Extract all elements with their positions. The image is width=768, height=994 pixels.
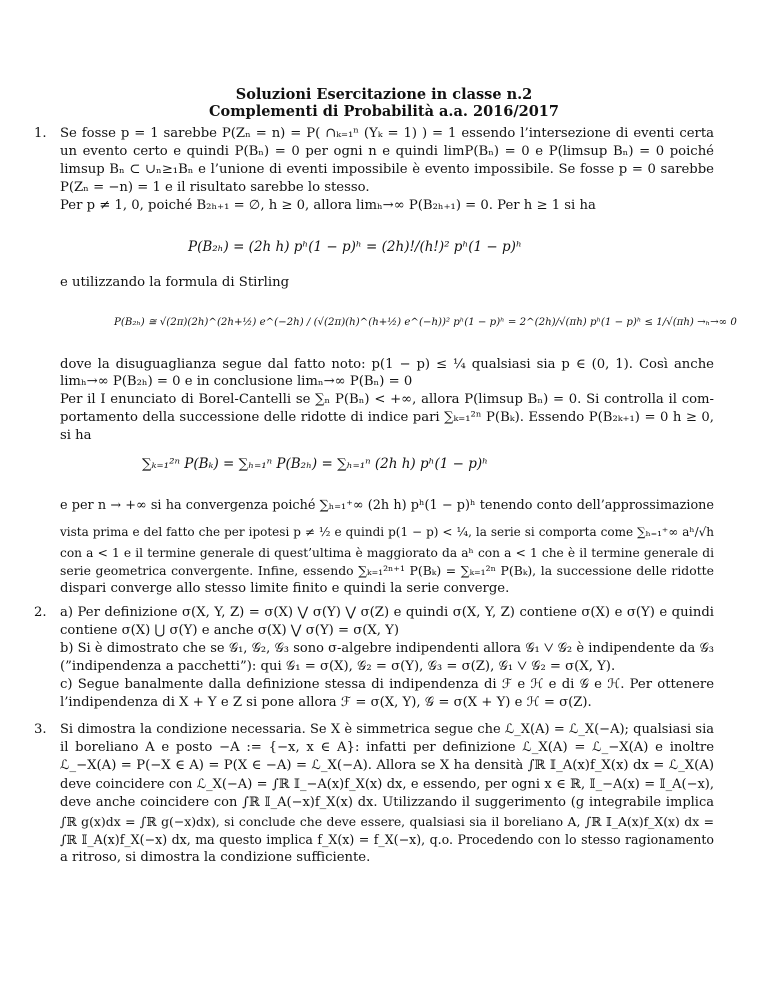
s2-line-4: (”indipendenza a pacchetti”): qui 𝒢₁ = σ(X), 𝒢₂ = σ(Y), 𝒢₃ = σ(Z), 𝒢₁ ⋁ 𝒢₂ = σ(X, Y).	[60, 659, 616, 674]
s1-line-6: dove la disuguaglianza segue dal fatto noto: p(1 − p) ≤ ¼ qualsiasi sia p ∈ (0, 1). Così anche	[60, 357, 714, 372]
title-line-1: Soluzioni Esercitazione in classe n.2	[235, 86, 533, 103]
s1-line-8: Per il I enunciato di Borel-Cantelli se ∑ₙ P(Bₙ) < +∞, allora P(limsup Bₙ) = 0. Si controlla il com-	[60, 392, 714, 407]
s3-line-7: ∫ℝ 𝕀_A(x)f_X(−x) dx, ma questo implica f_X(x) = f_X(−x), q.o. Procedendo con lo stesso ragionamento	[60, 832, 714, 847]
equation-stirling: P(B₂ₕ) ≅ √(2π)(2h)^(2h+½) e^(−2h) / (√(2π)(h)^(h+½) e^(−h))² pʰ(1 − p)ʰ = 2^(2h)/√(πh) pʰ(1 − p)ʰ ≤ 1/√(πh) →ₕ→∞ 0	[114, 317, 737, 328]
section-2-number: 2.	[34, 605, 47, 620]
s3-line-8: a ritroso, si dimostra la condizione sufficiente.	[60, 850, 371, 865]
s1-line-10: si ha	[60, 428, 92, 443]
s2-line-6: l’indipendenza di X + Y e Z si pone allora ℱ = σ(X, Y), 𝒢 = σ(X + Y) e ℋ = σ(Z).	[60, 695, 592, 710]
s3-line-2: il boreliano A e posto −A := {−x, x ∈ A}: infatti per definizione ℒ_X(A) = ℒ_−X(A) e inoltre	[60, 740, 714, 755]
s1-line-14: serie geometrica convergente. Infine, essendo ∑ₖ₌₁²ⁿ⁺¹ P(Bₖ) = ∑ₖ₌₁²ⁿ P(Bₖ), la successione delle ridotte	[60, 563, 714, 578]
s2-line-5: c) Segue banalmente dalla definizione stessa di indipendenza di ℱ e ℋ e di 𝒢 e ℋ. Per ottenere	[60, 677, 714, 692]
s1-line-9: portamento della successione delle ridotte di indice pari ∑ₖ₌₁²ⁿ P(Bₖ). Essendo P(B₂ₖ₊₁) = 0 h ≥ 0,	[60, 410, 714, 425]
s1-line-5: Per p ≠ 1, 0, poiché B₂ₕ₊₁ = ∅, h ≥ 0, allora limₕ→∞ P(B₂ₕ₊₁) = 0. Per h ≥ 1 si ha	[60, 198, 596, 213]
s1-line-4: P(Zₙ = −n) = 1 e il risultato sarebbe lo stesso.	[60, 180, 370, 195]
s2-line-3: b) Si è dimostrato che se 𝒢₁, 𝒢₂, 𝒢₃ sono σ-algebre indipendenti allora 𝒢₁ ⋁ 𝒢₂ è indipendente da 𝒢₃	[60, 641, 714, 656]
equation-partial-sums: ∑ₖ₌₁²ⁿ P(Bₖ) = ∑ₕ₌₁ⁿ P(B₂ₕ) = ∑ₕ₌₁ⁿ (2h h) pʰ(1 − p)ʰ	[142, 456, 488, 472]
s3-line-3: ℒ_−X(A) = P(−X ∈ A) = P(X ∈ −A) = ℒ_X(−A). Allora se X ha densità ∫ℝ 𝕀_A(x)f_X(x) dx = ℒ_X(A)	[60, 758, 714, 773]
s1-line-1: Se fosse p = 1 sarebbe P(Zₙ = n) = P( ∩ₖ₌₁ⁿ (Yₖ = 1) ) = 1 essendo l’intersezione di eventi certa	[60, 126, 714, 141]
s2-line-1: a) Per definizione σ(X, Y, Z) = σ(X) ⋁ σ(Y) ⋁ σ(Z) e quindi σ(X, Y, Z) contiene σ(X) e σ(Y) e quindi	[60, 605, 714, 620]
section-3-number: 3.	[34, 722, 47, 737]
s3-line-4: deve coincidere con ℒ_X(−A) = ∫ℝ 𝕀_−A(x)f_X(x) dx, e essendo, per ogni x ∈ ℝ, 𝕀_−A(x) = 𝕀_A(−x),	[60, 777, 714, 792]
s1-line-7: limₕ→∞ P(B₂ₕ) = 0 e in conclusione limₙ→∞ P(Bₙ) = 0	[60, 374, 413, 389]
equation-binomial: P(B₂ₕ) = (2h h) pʰ(1 − p)ʰ = (2h)!/(h!)² pʰ(1 − p)ʰ	[188, 239, 522, 255]
s3-line-5: deve anche coincidere con ∫ℝ 𝕀_A(−x)f_X(x) dx. Utilizzando il suggerimento (g integrabile implica	[60, 795, 714, 810]
s1-after-eq1: e utilizzando la formula di Stirling	[60, 275, 290, 290]
s3-line-6: ∫ℝ g(x)dx = ∫ℝ g(−x)dx), si conclude che deve essere, qualsiasi sia il boreliano A, ∫ℝ 𝕀_A(x)f_X(x) dx =	[60, 814, 714, 829]
s2-line-2: contiene σ(X) ⋃ σ(Y) e anche σ(X) ⋁ σ(Y) = σ(X, Y)	[60, 623, 400, 638]
s1-line-3: limsup Bₙ ⊂ ∪ₙ≥₁Bₙ e l’unione di eventi impossibile è evento impossibile. Se fosse p = 0 sarebbe	[60, 162, 714, 177]
s3-line-1: Si dimostra la condizione necessaria. Se X è simmetrica segue che ℒ_X(A) = ℒ_X(−A); qualsiasi sia	[60, 722, 714, 737]
s1-line-12: vista prima e del fatto che per ipotesi p ≠ ½ e quindi p(1 − p) < ¼, la serie si comporta come ∑ₕ₌₁⁺∞ aʰ/√h	[60, 525, 714, 539]
s1-line-13: con a < 1 e il termine generale di quest’ultima è maggiorato da aʰ con a < 1 che è il termine generale di	[60, 546, 714, 560]
s1-line-11: e per n → +∞ si ha convergenza poiché ∑ₕ₌₁⁺∞ (2h h) pʰ(1 − p)ʰ tenendo conto dell’approssimazione	[60, 498, 714, 513]
s1-line-15: dispari converge allo stesso limite finito e quindi la serie converge.	[60, 581, 510, 596]
title-line-2: Complementi di Probabilità a.a. 2016/2017	[209, 103, 559, 120]
s1-line-2: un evento certo e quindi P(Bₙ) = 0 per ogni n e quindi limP(Bₙ) = 0 e P(limsup Bₙ) = 0 poiché	[60, 144, 714, 159]
section-1-number: 1.	[34, 126, 47, 141]
